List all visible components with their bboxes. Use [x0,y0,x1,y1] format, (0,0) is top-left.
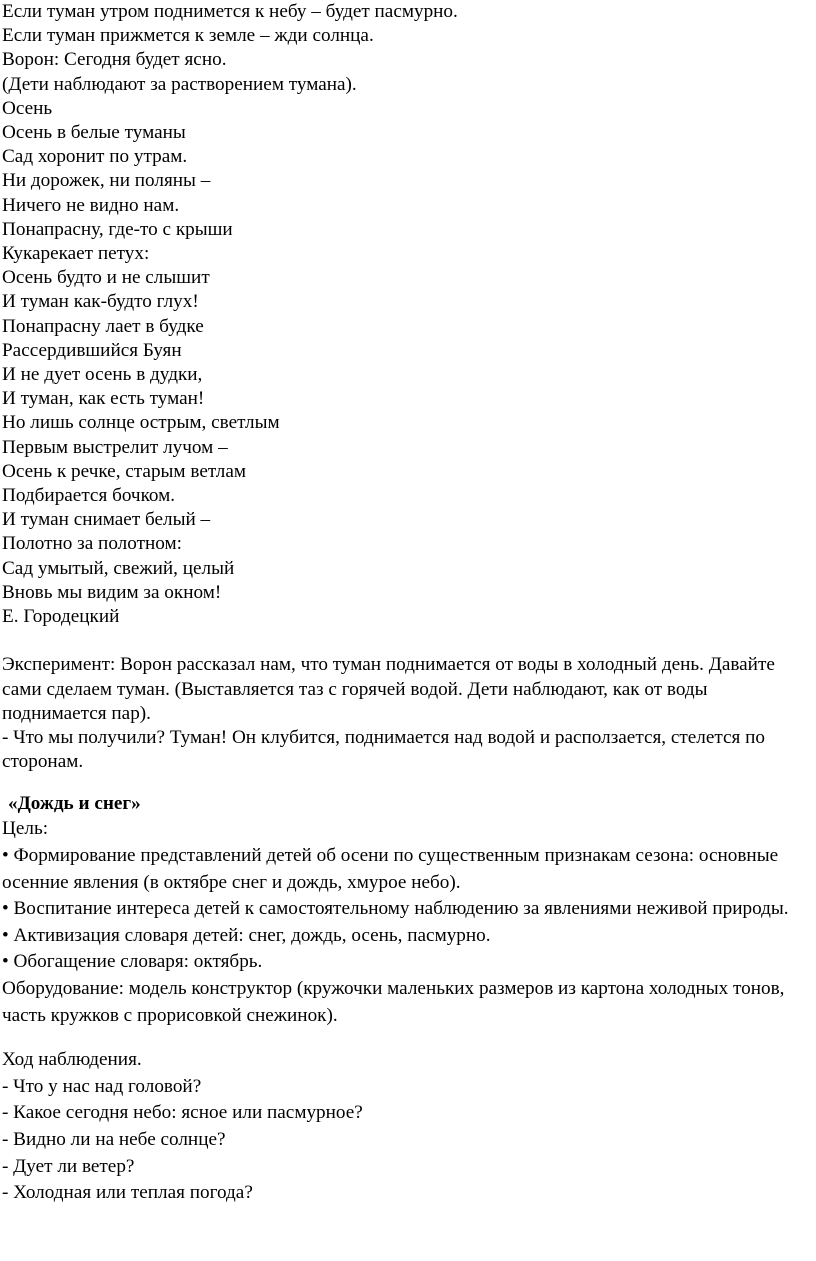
rain-snow-section [2,792,816,1206]
poem-line: Полотно за полотном: [2,533,182,555]
poem-line: И не дует осень в дудки, [2,364,203,386]
poem [2,97,816,629]
poem-line: Понапрасну, где-то с крыши [2,218,233,240]
poem-line: Сад хоронит по утрам. [2,146,188,168]
poem-line: Подбирается бочком. [2,485,176,507]
goal-item: • Активизация словаря детей: снег, дождь, осень, пасмурно. [2,924,491,946]
poem-line: Понапрасну лает в будке [2,315,204,337]
goal-label: Цель: [2,818,49,840]
poem-line: И туман, как есть туман! [2,388,205,410]
poem-line: Первым выстрелит лучом – [2,436,228,458]
fog-intro-line: Если туман утром поднимется к небу – будет пасмурно. [2,1,458,22]
goal-item: • Воспитание интереса детей к самостоятельному наблюдению за явлениями неживой природы. [2,898,789,920]
spacer [2,774,816,792]
poem-line: Рассердившийся Буян [2,339,182,361]
experiment [2,653,816,774]
experiment-question: - Что мы получили? Туман! Он клубится, поднимается над водой и расползается, стелется по сторонам. [2,727,766,773]
poem-line: Но лишь солнце острым, светлым [2,412,280,434]
observation-question: - Что у нас над головой? [2,1075,202,1097]
poem-line: Ни дорожек, ни поляны – [2,170,211,192]
poem-title: Осень [2,97,53,119]
equipment-text: Оборудование: модель конструктор (кружочки маленьких размеров из картона холодных тонов, часть кружков с прорисовкой снежинок). [2,978,785,1026]
observation-question: - Видно ли на небе солнце? [2,1129,226,1151]
observation-label: Ход наблюдения. [2,1049,142,1071]
goal-item: • Обогащение словаря: октябрь. [2,951,263,973]
fog-intro [2,0,816,97]
fog-intro-line: Если туман прижмется к земле – жди солнца. [2,25,374,47]
spacer [2,629,816,653]
experiment-text: Эксперимент: Ворон рассказал нам, что туман поднимается от воды в холодный день. Давайте сами сделаем туман. (Выставляется таз с горячей водой. Дети наблюдают, как от воды поднимается пар). [2,654,775,724]
spacer [2,1029,816,1047]
goal-item: • Формирование представлений детей об осени по существенным признакам сезона: основные осенние явления (в октябре снег и дождь, хмурое небо). [2,845,779,893]
observation-question: - Дует ли ветер? [2,1155,135,1177]
poem-line: Осень в белые туманы [2,122,186,144]
section-heading: «Дождь и снег» [8,793,141,815]
observation-question: - Какое сегодня небо: ясное или пасмурное? [2,1102,363,1124]
observation-question: - Холодная или теплая погода? [2,1182,253,1204]
poem-line: Кукарекает петух: [2,243,150,265]
poem-line: И туман снимает белый – [2,509,211,531]
poem-author: Е. Городецкий [2,606,120,628]
poem-line: Ничего не видно нам. [2,194,180,216]
poem-line: Вновь мы видим за окном! [2,581,222,603]
fog-intro-line: Ворон: Сегодня будет ясно. [2,49,227,71]
poem-line: И туман как-будто глух! [2,291,199,313]
poem-line: Сад умытый, свежий, целый [2,557,235,579]
poem-line: Осень к речке, старым ветлам [2,460,246,482]
fog-intro-line: (Дети наблюдают за растворением тумана). [2,73,357,95]
poem-line: Осень будто и не слышит [2,267,210,289]
